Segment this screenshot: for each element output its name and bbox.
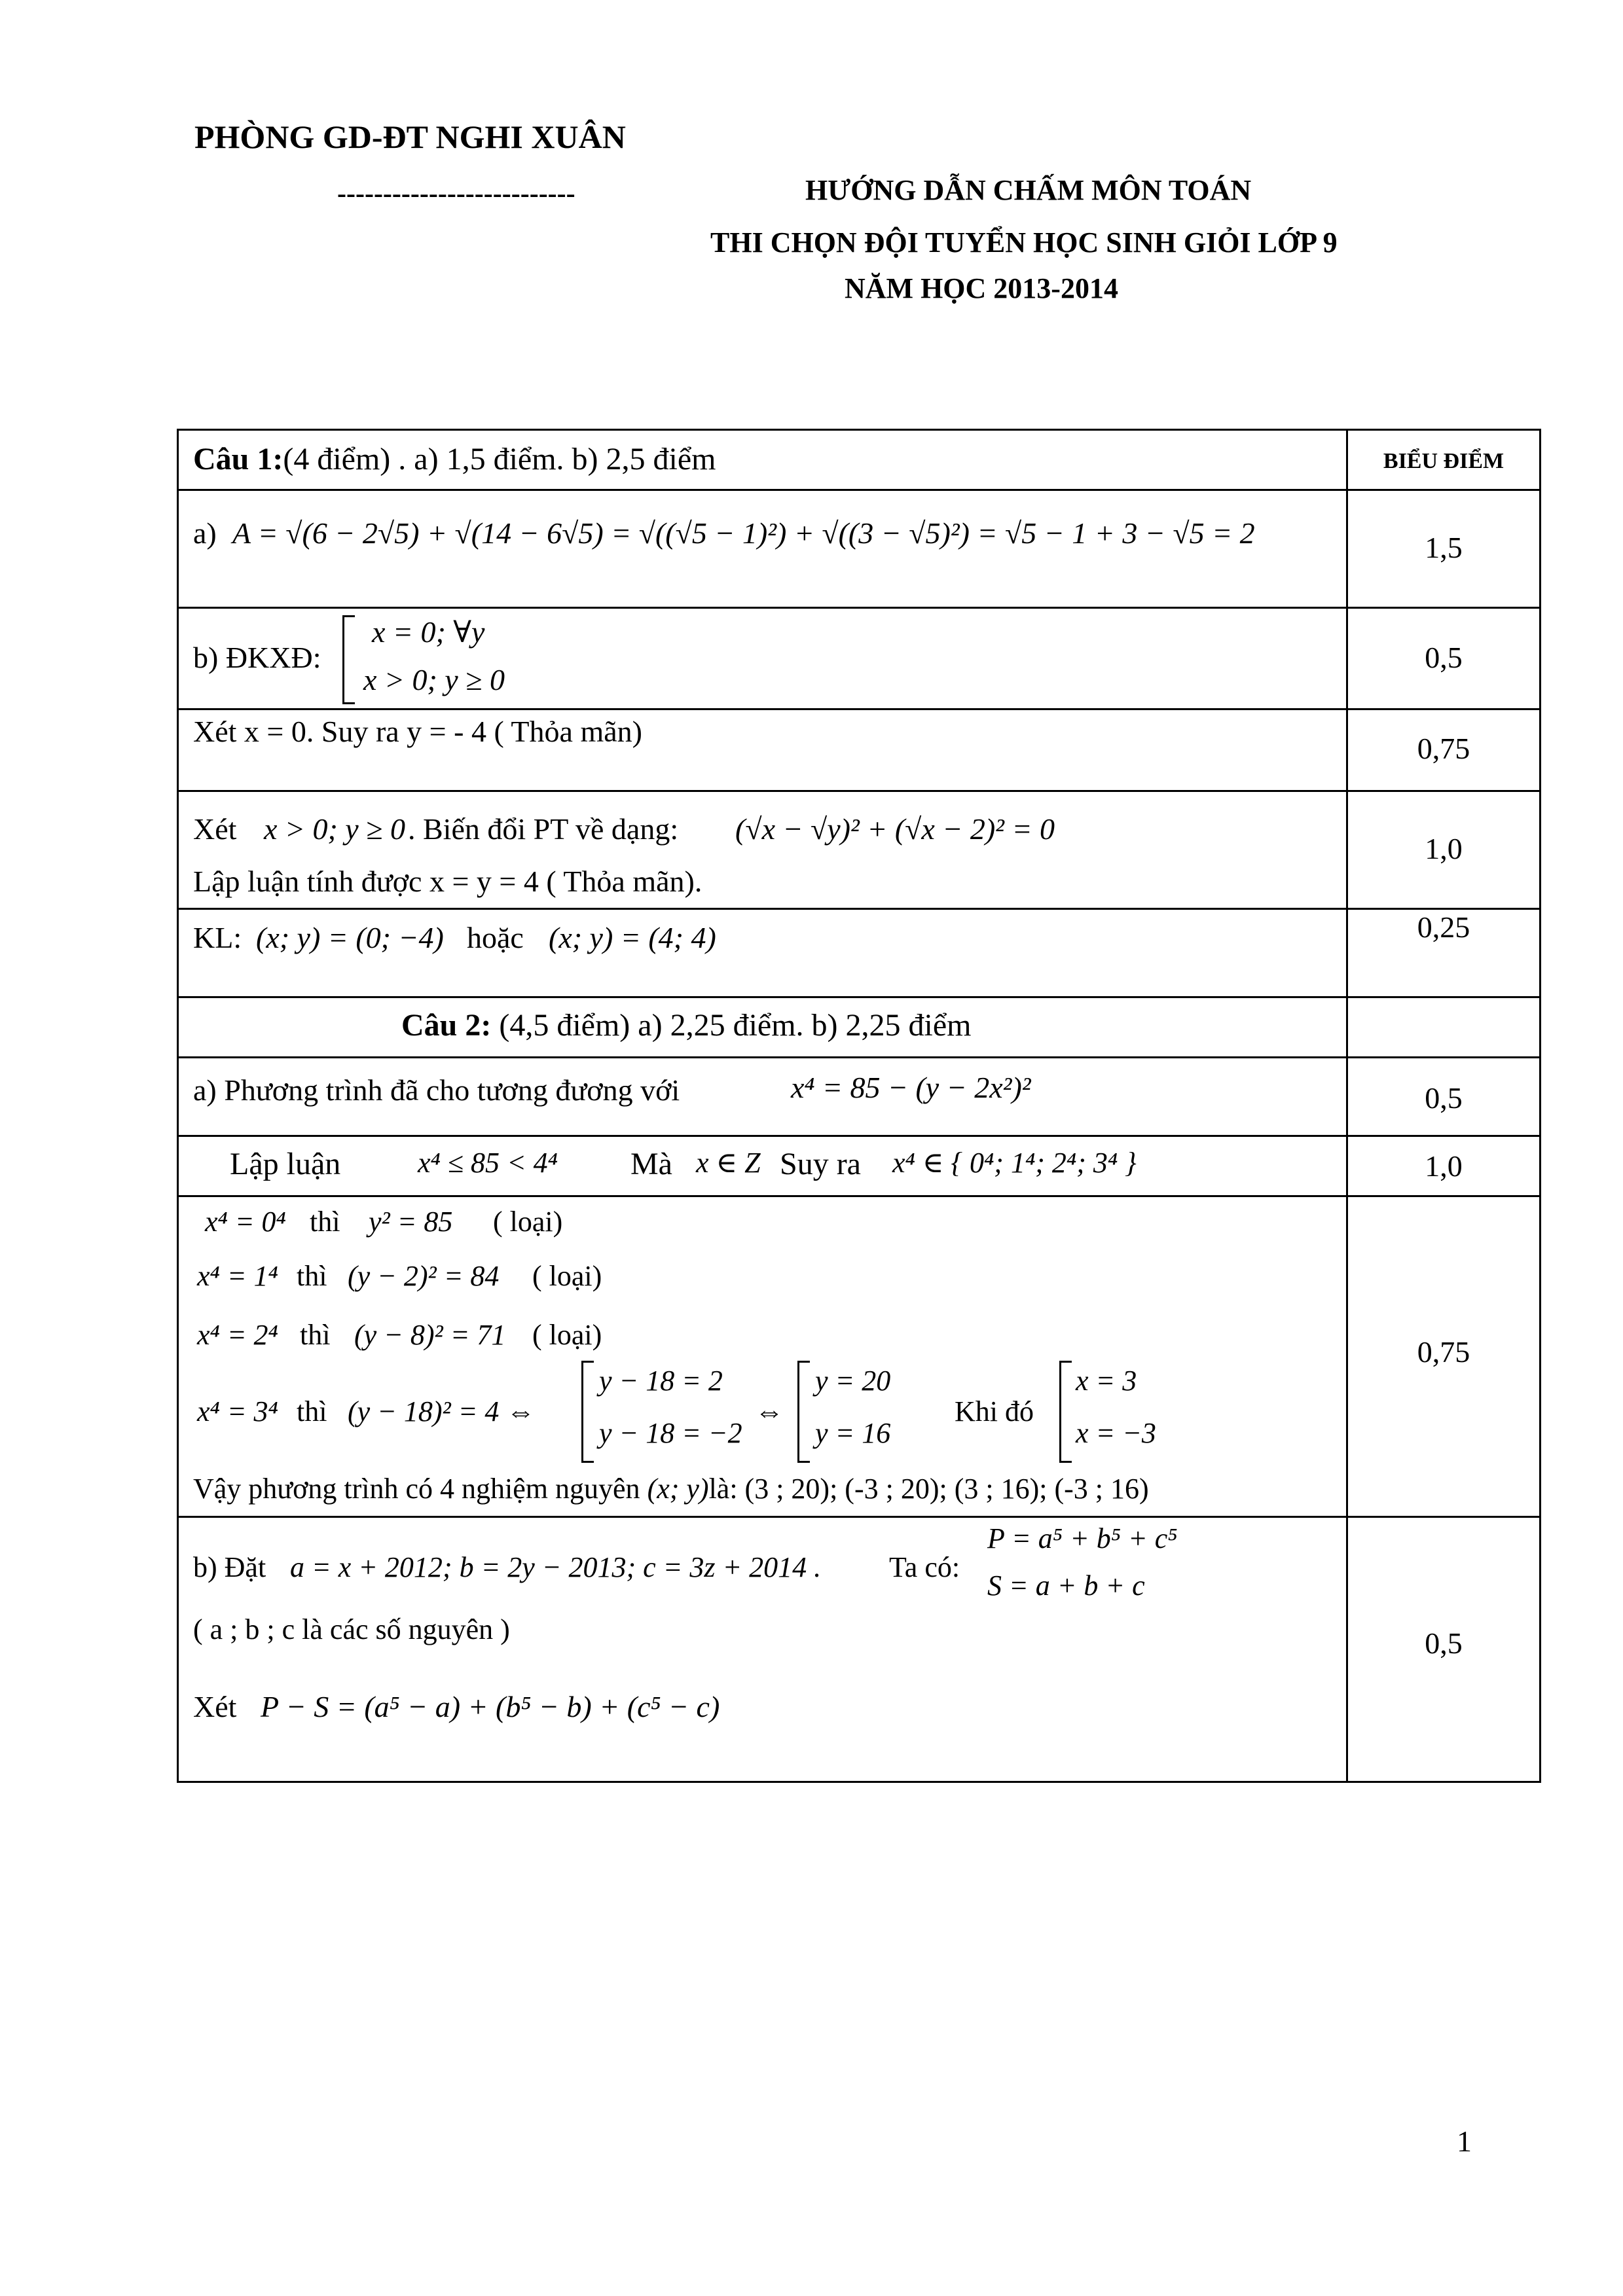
s-definition: S = a + b + c <box>987 1570 1145 1602</box>
score-value: 1,5 <box>1425 531 1463 564</box>
case-x-positive-label: Xét <box>193 812 237 846</box>
table-row <box>178 709 1541 791</box>
deduction-text: Lập luận tính được x = y = 4 ( Thỏa mãn). <box>193 865 702 898</box>
case-0-formula: x⁴ = 0⁴ <box>205 1206 286 1238</box>
solutions-conclusion: Vậy phương trình có 4 nghiệm nguyên (x; y)là: (3 ; 20); (-3 ; 20); (3 ; 16); (-3 ; 16) <box>193 1473 1149 1505</box>
score-value: 0,25 <box>1417 910 1470 944</box>
score-value: 1,0 <box>1425 832 1463 865</box>
document-title: HƯỚNG DẪN CHẤM MÔN TOÁN <box>805 174 1252 206</box>
table-row: b) Đặt a = x + 2012; b = 2y − 2013; c = 3z + 2014 . Ta có: P = a⁵ + b⁵ + c⁵ S = a + b + c ( a ; b ; c là các số nguyên ) Xét P − S = (a⁵ − a) + (b⁵ − b) + (c⁵ − c) 0,5 <box>178 1517 1541 1782</box>
score-value: 0,75 <box>1417 732 1470 765</box>
integer-condition: x ∈ Z <box>696 1147 761 1179</box>
difference-formula: P − S = (a⁵ − a) + (b⁵ − b) + (c⁵ − c) <box>261 1690 720 1723</box>
page-number: 1 <box>1457 2125 1472 2158</box>
table-row <box>178 608 1541 709</box>
table-row <box>178 1058 1541 1136</box>
header-divider: -------------------------- <box>337 179 575 209</box>
case-2-result: (y − 8)² = 71 <box>354 1319 506 1351</box>
score-value: 0,5 <box>1425 1081 1463 1115</box>
p-definition: P = a⁵ + b⁵ + c⁵ <box>987 1522 1178 1554</box>
score-value: 1,0 <box>1425 1149 1463 1183</box>
substitution-label: b) Đặt <box>193 1551 266 1583</box>
department-name: PHÒNG GD-ĐT NGHI XUÂN <box>194 118 626 155</box>
reasoning-label: Lập luận <box>230 1147 341 1181</box>
case-1-formula: x⁴ = 1⁴ <box>197 1260 278 1292</box>
school-year: NĂM HỌC 2013-2014 <box>845 272 1118 304</box>
equivalent-formula: x⁴ = 85 − (y − 2x²)² <box>791 1071 1031 1104</box>
condition-2: x > 0; y ≥ 0 <box>363 663 505 696</box>
equivalent-text: a) Phương trình đã cho tương đương với <box>193 1073 680 1107</box>
score-value: 0,75 <box>1417 1335 1470 1369</box>
table-row <box>178 791 1541 909</box>
question-1-label: Câu 1: <box>193 442 283 476</box>
case-1-result: (y − 2)² = 84 <box>348 1260 500 1292</box>
transform-formula: (√x − √y)² + (√x − 2)² = 0 <box>735 812 1055 846</box>
part-a-label: a) <box>193 516 217 550</box>
hence-text: Suy ra <box>780 1147 861 1181</box>
score-column-header: BIỂU ĐIỂM <box>1383 449 1504 473</box>
solution-1: (x; y) = (0; −4) <box>256 921 444 954</box>
condition-1: x = 0; ∀y <box>372 615 485 649</box>
case-x-zero: Xét x = 0. Suy ra y = - 4 ( Thỏa mãn) <box>193 715 642 748</box>
part-a-formula: A = √(6 − 2√5) + √(14 − 6√5) = √((√5 − 1)²) + √((3 − √5)²) = √5 − 1 + 3 − √5 = 2 <box>232 516 1255 550</box>
case-0-result: y² = 85 <box>369 1206 453 1238</box>
transform-text: . Biến đổi PT về dạng: <box>408 812 679 846</box>
case-3-bracket-3 <box>1059 1361 1072 1463</box>
integer-note: ( a ; b ; c là các số nguyên ) <box>193 1613 510 1645</box>
question-1-points: (4 điểm) . a) 1,5 điểm. b) 2,5 điểm <box>283 442 716 476</box>
question-2-points: (4,5 điểm) a) 2,25 điểm. b) 2,25 điểm <box>499 1008 972 1043</box>
case-3-bracket-2 <box>797 1361 810 1463</box>
but-text: Mà <box>630 1147 672 1181</box>
score-value: 0,5 <box>1425 641 1463 674</box>
case-2-formula: x⁴ = 2⁴ <box>197 1319 278 1351</box>
possible-values: x⁴ ∈ { 0⁴; 1⁴; 2⁴; 3⁴ } <box>892 1147 1137 1179</box>
case-3-formula: x⁴ = 3⁴ <box>197 1395 278 1427</box>
condition-label: b) ĐKXĐ: <box>193 641 321 674</box>
document-subtitle: THI CHỌN ĐỘI TUYỂN HỌC SINH GIỎI LỚP 9 <box>710 226 1338 259</box>
score-value: 0,5 <box>1425 1626 1463 1660</box>
case-3-bracket-1 <box>581 1361 594 1463</box>
grading-table <box>177 429 1541 1783</box>
table-row: x⁴ = 0⁴ thì y² = 85 ( loại) x⁴ = 1⁴ thì (y − 2)² = 84 ( loại) x⁴ = 2⁴ thì (y − 8)² = 71 ( loại) x⁴ = 3⁴ thì (y − 18)² = 4 ⇔ y − 18 = 2 y − 18 = −2 ⇔ y = 20 y = 16 Khi đó x = 3 x = −3 Vậy phương trình có 4 nghiệm nguyên (x; y)là: (3 ; 20); (-3 ; 20); (3 ; 16); (-3 ; 16) 0,75 <box>178 1196 1541 1517</box>
condition-bracket <box>342 615 355 704</box>
solution-2: (x; y) = (4; 4) <box>549 921 716 954</box>
question-2-label: Câu 2: <box>401 1008 492 1043</box>
table-row <box>178 909 1541 997</box>
case-x-positive-condition: x > 0; y ≥ 0 <box>264 812 405 846</box>
inequality-formula: x⁴ ≤ 85 < 4⁴ <box>418 1147 558 1179</box>
table-row <box>178 490 1541 608</box>
table-row <box>178 997 1541 1058</box>
table-row <box>178 430 1541 490</box>
case-3-result: (y − 18)² = 4 ⇔ <box>348 1395 536 1427</box>
conclusion-or: hoặc <box>467 921 524 954</box>
conclusion-label: KL: <box>193 921 242 954</box>
table-row <box>178 1136 1541 1196</box>
substitution-formula: a = x + 2012; b = 2y − 2013; c = 3z + 2014 . <box>290 1551 822 1583</box>
